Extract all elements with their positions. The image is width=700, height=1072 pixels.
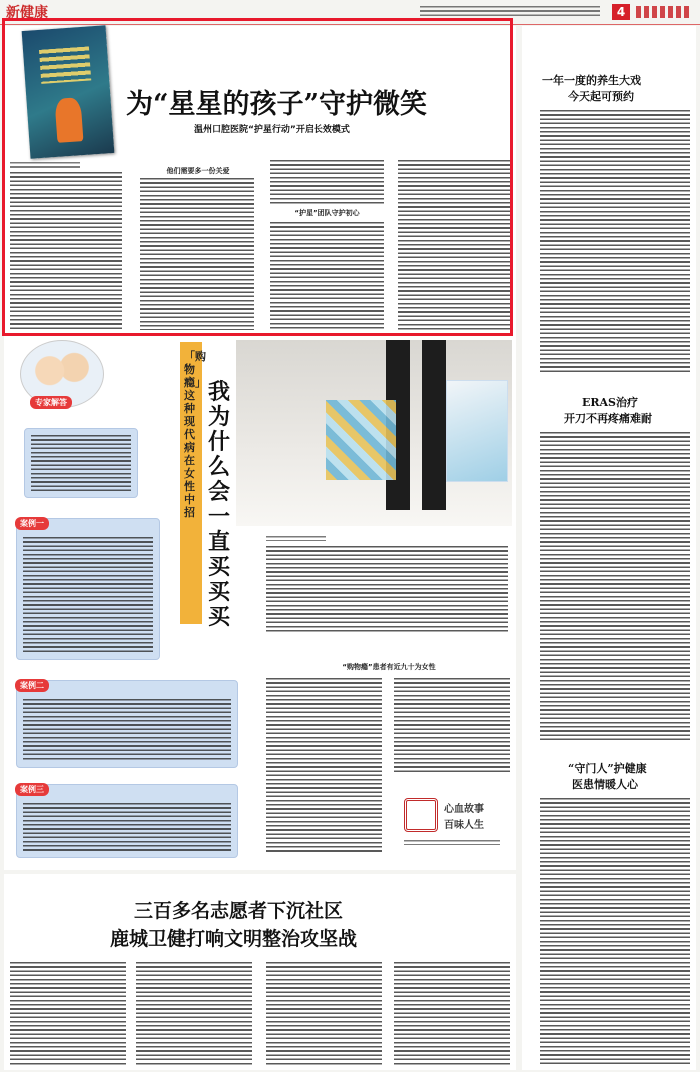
- feature-byline: [266, 536, 326, 541]
- feature-column-1: [266, 678, 382, 854]
- paper-logo: [636, 6, 692, 18]
- right-heading-3b: 医患情暖人心: [572, 778, 638, 791]
- bottom-title-1: 三百多名志愿者下沉社区: [134, 900, 344, 922]
- case-1-box: [16, 518, 160, 660]
- page-number: 4: [612, 4, 630, 20]
- right-heading-1b: 今天起可预约: [568, 90, 634, 103]
- bottom-story: [4, 874, 516, 1070]
- bag-left: [326, 400, 396, 480]
- right-heading-1a: 一年一度的养生大戏: [542, 74, 641, 87]
- right-article-1: [540, 110, 690, 374]
- case-1-text: [23, 537, 153, 653]
- feature-subhead: “购物瘾”患者有近九十为女性: [342, 663, 436, 671]
- bottom-column-4: [394, 962, 510, 1066]
- promo-seal-icon: [404, 798, 438, 832]
- right-heading-3a: “守门人”护健康: [568, 762, 647, 775]
- bottom-column-1: [10, 962, 126, 1066]
- subhead-2: “护星”团队守护初心: [294, 209, 360, 217]
- right-article-2: [540, 432, 690, 742]
- top-story-title: 为“星星的孩子”守护微笑: [126, 89, 428, 120]
- feature-title: 我为什么会一直买买买: [208, 379, 231, 630]
- case-2-box: [16, 680, 238, 768]
- case-3-label: 案例三: [15, 783, 49, 796]
- highlight-box: [2, 18, 513, 336]
- right-article-3: [540, 798, 690, 1066]
- promo-logo: [402, 794, 510, 852]
- feature-column-2: [394, 678, 510, 774]
- case-2-text: [23, 699, 231, 761]
- right-heading-2a: ERAS治疗: [582, 396, 639, 409]
- top-story-subtitle: 温州口腔医院“护星行动”开启长效模式: [194, 125, 350, 135]
- masthead-info: [420, 6, 600, 18]
- case-3-box: [16, 784, 238, 858]
- shopping-photo: [236, 340, 512, 526]
- feature-lead: [266, 546, 508, 634]
- right-heading-2b: 开刀不再疼痛难耐: [564, 412, 652, 425]
- bag-right: [446, 380, 508, 482]
- side-banner: [180, 342, 206, 624]
- expert-label: 专家解答: [30, 396, 72, 409]
- side-banner-text: 「购物瘾」这种现代病在女性中招: [184, 350, 206, 519]
- section-title: 新健康: [6, 5, 48, 21]
- intro-box: [24, 428, 138, 498]
- feature-story: [4, 340, 516, 870]
- bottom-column-2: [136, 962, 252, 1066]
- promo-caption: [404, 840, 500, 845]
- case-2-label: 案例二: [15, 679, 49, 692]
- bottom-title-2: 鹿城卫健打响文明整治攻坚战: [110, 928, 358, 950]
- case-1-label: 案例一: [15, 517, 49, 530]
- subhead-1: 他们需要多一份关爱: [166, 167, 230, 175]
- bottom-column-3: [266, 962, 382, 1066]
- case-3-text: [23, 803, 231, 851]
- right-column: [522, 26, 696, 1070]
- promo-line-1: 心血故事: [444, 804, 484, 815]
- promo-line-2: 百味人生: [444, 820, 484, 831]
- intro-text: [31, 435, 131, 491]
